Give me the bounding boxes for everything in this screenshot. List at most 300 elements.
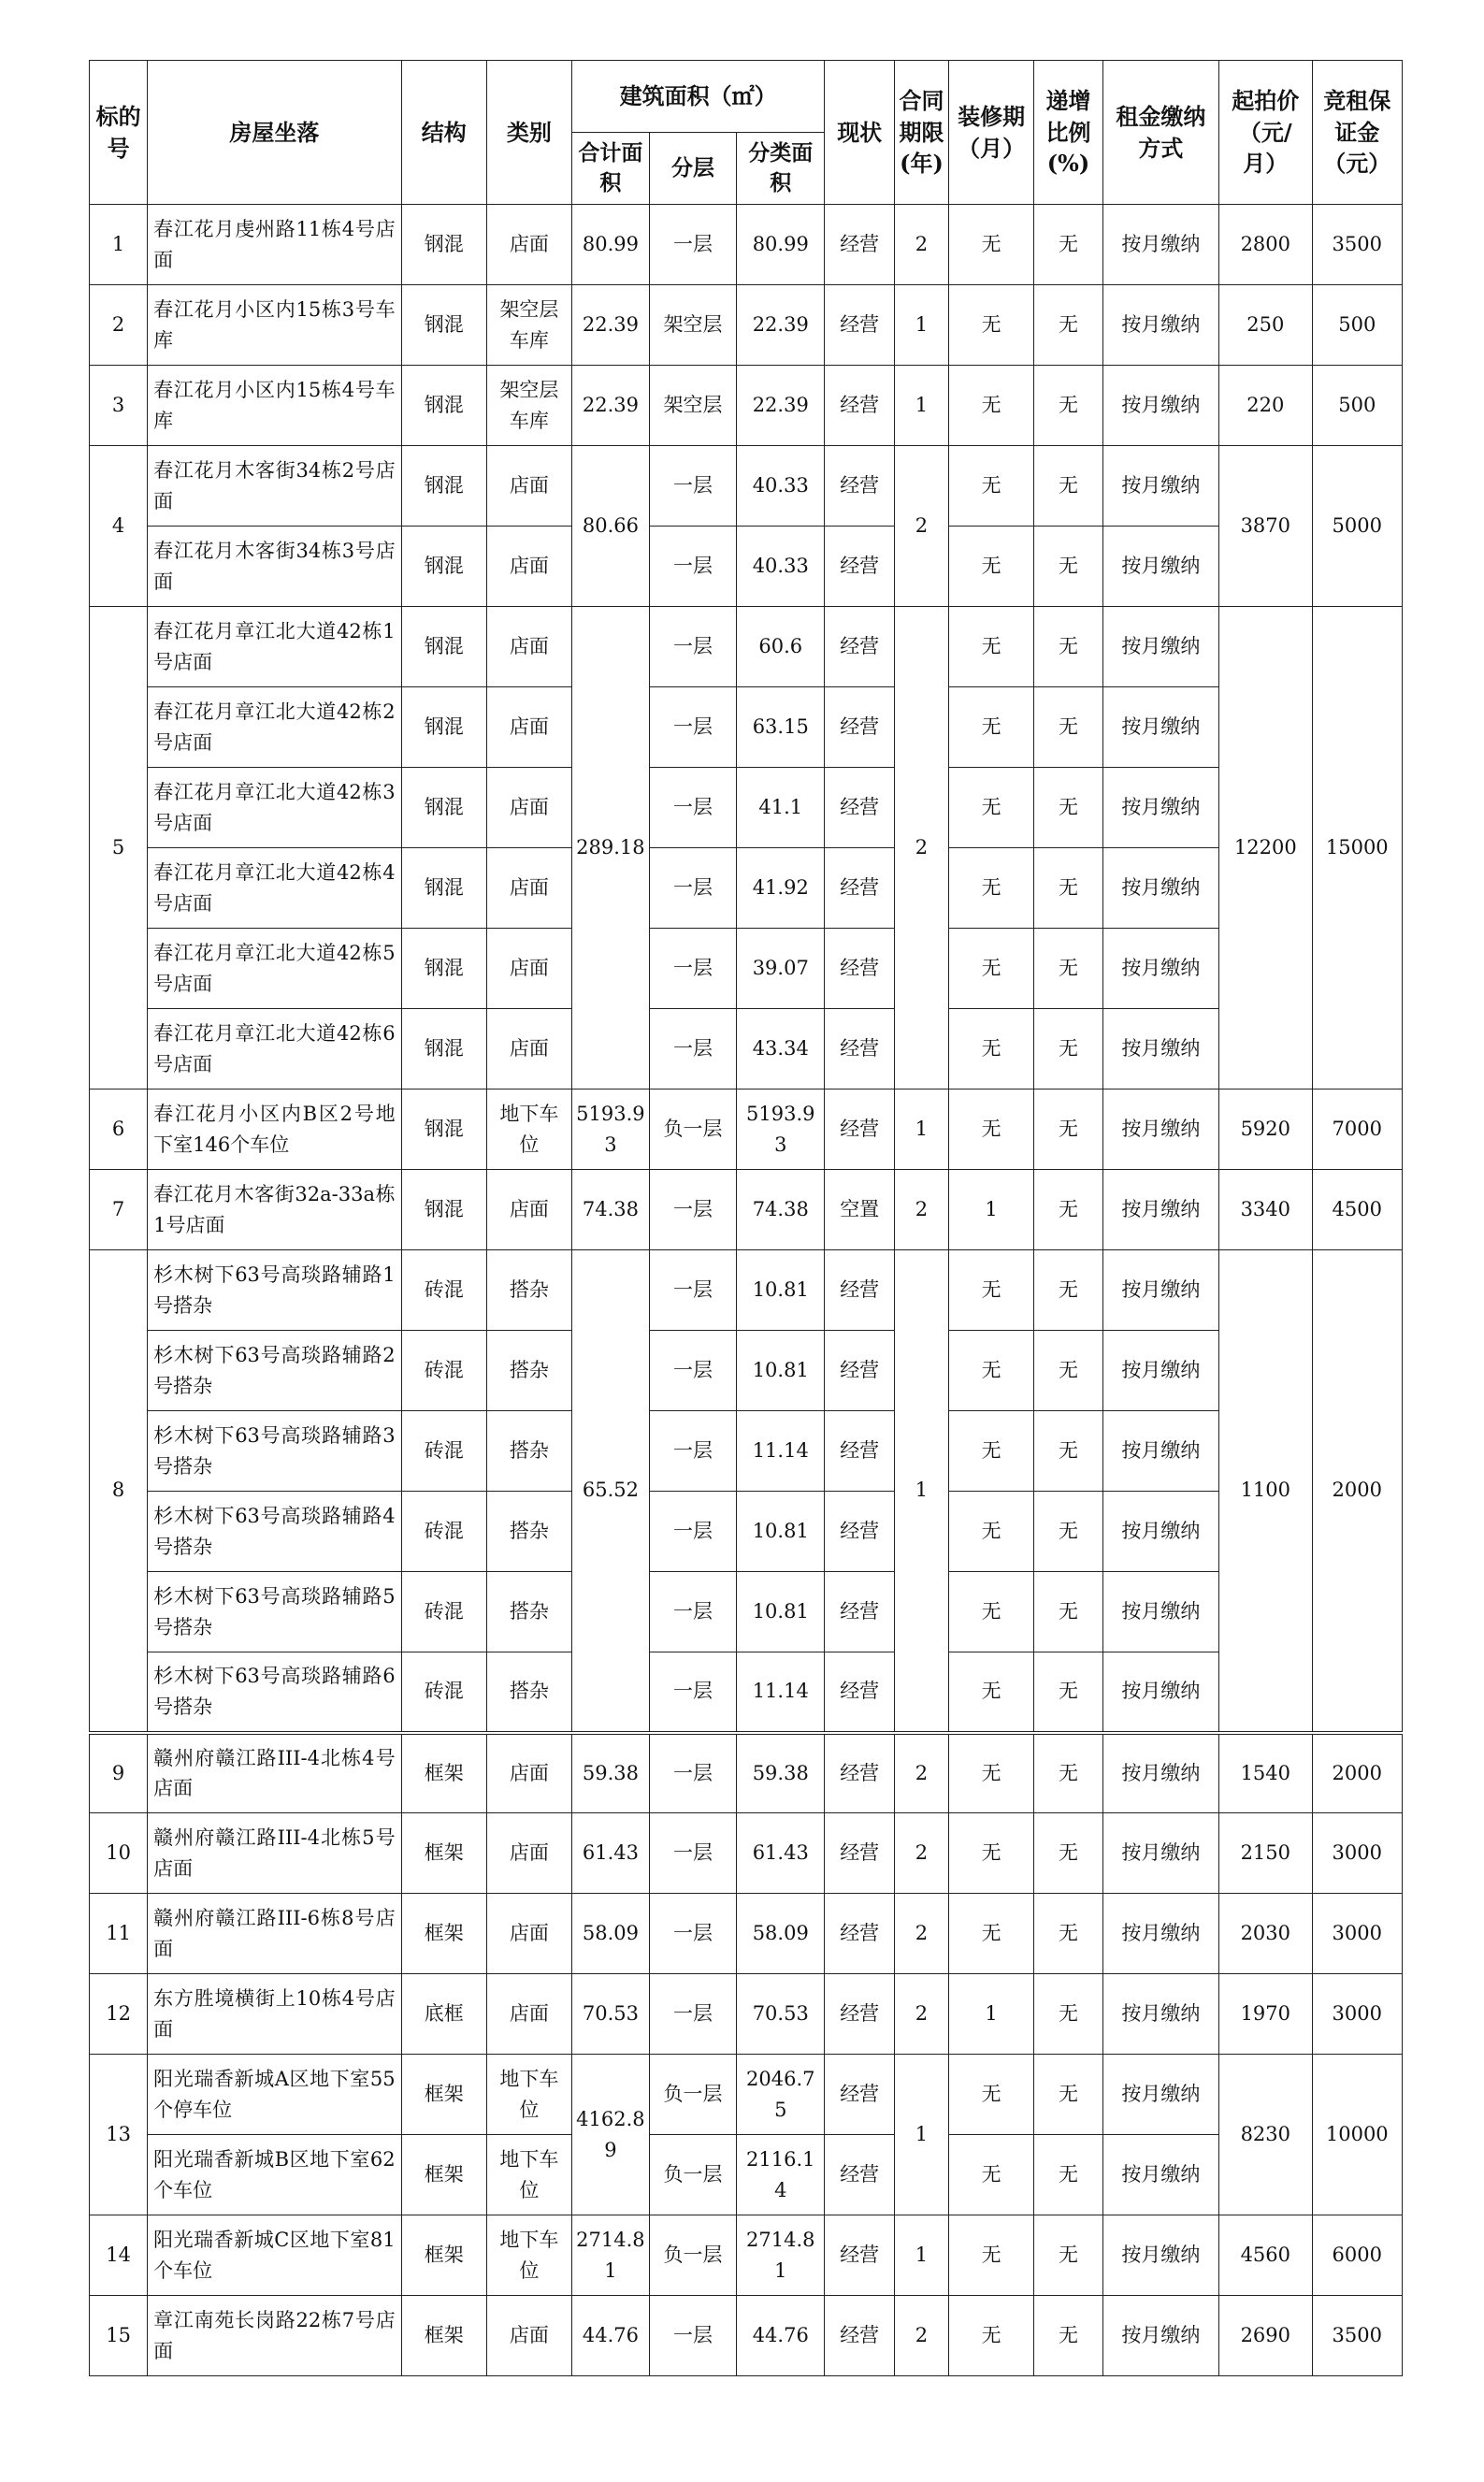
category-cell: 店面 <box>486 527 571 607</box>
renovation-cell: 无 <box>949 1411 1034 1492</box>
structure-cell: 钢混 <box>401 366 486 446</box>
increase-cell: 无 <box>1034 768 1103 848</box>
table-row <box>90 607 1403 687</box>
renovation-cell: 无 <box>949 2215 1034 2296</box>
deposit-cell: 3000 <box>1312 1974 1402 2055</box>
floor-cell: 一层 <box>649 1652 736 1733</box>
lot-number: 8 <box>90 1250 148 1733</box>
contract-term-cell: 2 <box>894 205 948 285</box>
total-area-cell: 22.39 <box>571 285 649 366</box>
status-cell: 经营 <box>825 205 895 285</box>
contract-term-cell: 2 <box>894 2296 948 2376</box>
category-cell: 店面 <box>486 1894 571 1974</box>
total-area-cell: 61.43 <box>571 1813 649 1894</box>
table-row <box>90 848 1403 929</box>
sub-area-cell: 43.34 <box>737 1009 825 1089</box>
table-row <box>90 527 1403 607</box>
renovation-cell: 无 <box>949 687 1034 768</box>
category-cell: 店面 <box>486 929 571 1009</box>
renovation-cell: 无 <box>949 607 1034 687</box>
total-area-cell: 80.99 <box>571 205 649 285</box>
structure-cell: 钢混 <box>401 768 486 848</box>
status-cell: 经营 <box>825 848 895 929</box>
category-cell: 架空层车库 <box>486 366 571 446</box>
location-cell: 春江花月小区内B区2号地下室146个车位 <box>148 1089 401 1170</box>
structure-cell: 钢混 <box>401 1009 486 1089</box>
lot-number: 4 <box>90 446 148 607</box>
location-cell: 杉木树下63号高琰路辅路5号搭杂 <box>148 1572 401 1652</box>
contract-term-cell: 1 <box>894 285 948 366</box>
payment-cell: 按月缴纳 <box>1102 1733 1218 1813</box>
location-cell: 春江花月章江北大道42栋3号店面 <box>148 768 401 848</box>
category-cell: 搭杂 <box>486 1250 571 1331</box>
starting-price-cell: 250 <box>1219 285 1312 366</box>
contract-term-cell: 2 <box>894 1974 948 2055</box>
structure-cell: 框架 <box>401 1813 486 1894</box>
contract-term-cell: 1 <box>894 366 948 446</box>
table-row <box>90 205 1403 285</box>
renovation-cell: 无 <box>949 1089 1034 1170</box>
lot-number: 6 <box>90 1089 148 1170</box>
increase-cell: 无 <box>1034 1250 1103 1331</box>
location-cell: 春江花月木客街34栋2号店面 <box>148 446 401 527</box>
floor-cell: 一层 <box>649 848 736 929</box>
payment-cell: 按月缴纳 <box>1102 1652 1218 1733</box>
status-cell: 经营 <box>825 1089 895 1170</box>
table-row <box>90 1089 1403 1170</box>
table-header <box>90 61 1403 205</box>
increase-cell: 无 <box>1034 1652 1103 1733</box>
table-row <box>90 2215 1403 2296</box>
starting-price-cell: 1540 <box>1219 1733 1312 1813</box>
renovation-cell: 无 <box>949 1894 1034 1974</box>
increase-cell: 无 <box>1034 848 1103 929</box>
structure-cell: 钢混 <box>401 205 486 285</box>
contract-term-cell: 1 <box>894 1089 948 1170</box>
structure-cell: 砖混 <box>401 1250 486 1331</box>
deposit-cell: 3500 <box>1312 205 1402 285</box>
floor-cell: 一层 <box>649 205 736 285</box>
table-row <box>90 1974 1403 2055</box>
payment-cell: 按月缴纳 <box>1102 285 1218 366</box>
starting-price-cell: 2150 <box>1219 1813 1312 1894</box>
renovation-cell: 无 <box>949 2055 1034 2135</box>
sub-area-cell: 59.38 <box>737 1733 825 1813</box>
location-cell: 阳光瑞香新城B区地下室62个车位 <box>148 2135 401 2215</box>
floor-cell: 一层 <box>649 687 736 768</box>
total-area-cell: 22.39 <box>571 366 649 446</box>
contract-term-cell: 2 <box>894 1894 948 1974</box>
sub-area-cell: 10.81 <box>737 1492 825 1572</box>
sub-area-cell: 11.14 <box>737 1411 825 1492</box>
location-cell: 杉木树下63号高琰路辅路1号搭杂 <box>148 1250 401 1331</box>
deposit-cell: 2000 <box>1312 1250 1402 1733</box>
category-cell: 搭杂 <box>486 1652 571 1733</box>
renovation-cell: 无 <box>949 1652 1034 1733</box>
category-cell: 地下车位 <box>486 1089 571 1170</box>
structure-cell: 钢混 <box>401 1170 486 1250</box>
floor-cell: 一层 <box>649 929 736 1009</box>
header-sub-area: 分类面积 <box>737 133 825 205</box>
deposit-cell: 3000 <box>1312 1894 1402 1974</box>
location-cell: 阳光瑞香新城C区地下室81个车位 <box>148 2215 401 2296</box>
sub-area-cell: 39.07 <box>737 929 825 1009</box>
location-cell: 杉木树下63号高琰路辅路2号搭杂 <box>148 1331 401 1411</box>
sub-area-cell: 2046.75 <box>737 2055 825 2135</box>
status-cell: 经营 <box>825 1813 895 1894</box>
floor-cell: 一层 <box>649 1813 736 1894</box>
location-cell: 东方胜境横街上10栋4号店面 <box>148 1974 401 2055</box>
total-area-cell: 74.38 <box>571 1170 649 1250</box>
sub-area-cell: 22.39 <box>737 366 825 446</box>
header-deposit: 竞租保证金（元） <box>1312 61 1402 205</box>
structure-cell: 框架 <box>401 2135 486 2215</box>
payment-cell: 按月缴纳 <box>1102 1250 1218 1331</box>
status-cell: 经营 <box>825 1250 895 1331</box>
rental-lots-page <box>89 60 1403 2376</box>
header-location: 房屋坐落 <box>148 61 401 205</box>
deposit-cell: 3500 <box>1312 2296 1402 2376</box>
sub-area-cell: 41.92 <box>737 848 825 929</box>
header-increase-ratio: 递增比例(%) <box>1034 61 1103 205</box>
sub-area-cell: 44.76 <box>737 2296 825 2376</box>
table-row <box>90 366 1403 446</box>
payment-cell: 按月缴纳 <box>1102 929 1218 1009</box>
contract-term-cell: 1 <box>894 1250 948 1733</box>
deposit-cell: 7000 <box>1312 1089 1402 1170</box>
floor-cell: 一层 <box>649 607 736 687</box>
category-cell: 店面 <box>486 1813 571 1894</box>
status-cell: 经营 <box>825 2135 895 2215</box>
header-structure: 结构 <box>401 61 486 205</box>
structure-cell: 钢混 <box>401 607 486 687</box>
category-cell: 架空层车库 <box>486 285 571 366</box>
payment-cell: 按月缴纳 <box>1102 1572 1218 1652</box>
table-body <box>90 205 1403 2376</box>
location-cell: 赣州府赣江路III-6栋8号店面 <box>148 1894 401 1974</box>
starting-price-cell: 3340 <box>1219 1170 1312 1250</box>
category-cell: 店面 <box>486 1170 571 1250</box>
floor-cell: 架空层 <box>649 285 736 366</box>
floor-cell: 一层 <box>649 527 736 607</box>
payment-cell: 按月缴纳 <box>1102 687 1218 768</box>
increase-cell: 无 <box>1034 2055 1103 2135</box>
table-row <box>90 1572 1403 1652</box>
status-cell: 经营 <box>825 929 895 1009</box>
category-cell: 店面 <box>486 1009 571 1089</box>
header-floor: 分层 <box>649 133 736 205</box>
floor-cell: 一层 <box>649 446 736 527</box>
starting-price-cell: 1970 <box>1219 1974 1312 2055</box>
table-row <box>90 285 1403 366</box>
renovation-cell: 无 <box>949 768 1034 848</box>
payment-cell: 按月缴纳 <box>1102 527 1218 607</box>
header-payment-method: 租金缴纳方式 <box>1102 61 1218 205</box>
table-row <box>90 446 1403 527</box>
status-cell: 经营 <box>825 1652 895 1733</box>
floor-cell: 一层 <box>649 1974 736 2055</box>
category-cell: 搭杂 <box>486 1331 571 1411</box>
total-area-cell: 4162.89 <box>571 2055 649 2215</box>
sub-area-cell: 40.33 <box>737 446 825 527</box>
renovation-cell: 无 <box>949 1250 1034 1331</box>
payment-cell: 按月缴纳 <box>1102 1894 1218 1974</box>
total-area-cell: 59.38 <box>571 1733 649 1813</box>
starting-price-cell: 2690 <box>1219 2296 1312 2376</box>
status-cell: 经营 <box>825 366 895 446</box>
payment-cell: 按月缴纳 <box>1102 2296 1218 2376</box>
sub-area-cell: 2116.14 <box>737 2135 825 2215</box>
location-cell: 春江花月章江北大道42栋4号店面 <box>148 848 401 929</box>
category-cell: 店面 <box>486 1733 571 1813</box>
status-cell: 经营 <box>825 446 895 527</box>
table-row <box>90 2135 1403 2215</box>
deposit-cell: 2000 <box>1312 1733 1402 1813</box>
renovation-cell: 无 <box>949 1492 1034 1572</box>
lot-number: 3 <box>90 366 148 446</box>
table-row <box>90 1009 1403 1089</box>
header-renovation-period: 装修期（月） <box>949 61 1034 205</box>
location-cell: 春江花月小区内15栋3号车库 <box>148 285 401 366</box>
lot-number: 14 <box>90 2215 148 2296</box>
table-row <box>90 1652 1403 1733</box>
total-area-cell: 289.18 <box>571 607 649 1089</box>
category-cell: 店面 <box>486 1974 571 2055</box>
increase-cell: 无 <box>1034 1089 1103 1170</box>
status-cell: 经营 <box>825 2296 895 2376</box>
deposit-cell: 500 <box>1312 366 1402 446</box>
increase-cell: 无 <box>1034 687 1103 768</box>
contract-term-cell: 2 <box>894 607 948 1089</box>
floor-cell: 一层 <box>649 1894 736 1974</box>
location-cell: 春江花月虔州路11栋4号店面 <box>148 205 401 285</box>
payment-cell: 按月缴纳 <box>1102 1813 1218 1894</box>
renovation-cell: 无 <box>949 929 1034 1009</box>
location-cell: 春江花月小区内15栋4号车库 <box>148 366 401 446</box>
floor-cell: 一层 <box>649 1733 736 1813</box>
increase-cell: 无 <box>1034 1733 1103 1813</box>
payment-cell: 按月缴纳 <box>1102 2215 1218 2296</box>
lot-number: 12 <box>90 1974 148 2055</box>
table-row <box>90 1894 1403 1974</box>
table-row <box>90 1813 1403 1894</box>
increase-cell: 无 <box>1034 527 1103 607</box>
category-cell: 店面 <box>486 2296 571 2376</box>
location-cell: 赣州府赣江路III-4北栋4号店面 <box>148 1733 401 1813</box>
deposit-cell: 500 <box>1312 285 1402 366</box>
renovation-cell: 无 <box>949 205 1034 285</box>
structure-cell: 框架 <box>401 2055 486 2135</box>
contract-term-cell: 2 <box>894 1170 948 1250</box>
table-row <box>90 1250 1403 1331</box>
sub-area-cell: 10.81 <box>737 1250 825 1331</box>
lot-number: 2 <box>90 285 148 366</box>
payment-cell: 按月缴纳 <box>1102 366 1218 446</box>
payment-cell: 按月缴纳 <box>1102 446 1218 527</box>
sub-area-cell: 10.81 <box>737 1331 825 1411</box>
structure-cell: 砖混 <box>401 1331 486 1411</box>
status-cell: 经营 <box>825 2215 895 2296</box>
payment-cell: 按月缴纳 <box>1102 1974 1218 2055</box>
structure-cell: 框架 <box>401 2215 486 2296</box>
location-cell: 杉木树下63号高琰路辅路3号搭杂 <box>148 1411 401 1492</box>
category-cell: 地下车位 <box>486 2215 571 2296</box>
sub-area-cell: 2714.81 <box>737 2215 825 2296</box>
floor-cell: 负一层 <box>649 2215 736 2296</box>
table-row <box>90 2055 1403 2135</box>
category-cell: 店面 <box>486 607 571 687</box>
structure-cell: 砖混 <box>401 1652 486 1733</box>
category-cell: 地下车位 <box>486 2135 571 2215</box>
table-row <box>90 1733 1403 1813</box>
payment-cell: 按月缴纳 <box>1102 1492 1218 1572</box>
starting-price-cell: 4560 <box>1219 2215 1312 2296</box>
increase-cell: 无 <box>1034 285 1103 366</box>
total-area-cell: 80.66 <box>571 446 649 607</box>
lot-number: 11 <box>90 1894 148 1974</box>
starting-price-cell: 8230 <box>1219 2055 1312 2215</box>
renovation-cell: 无 <box>949 1331 1034 1411</box>
deposit-cell: 10000 <box>1312 2055 1402 2215</box>
total-area-cell: 44.76 <box>571 2296 649 2376</box>
category-cell: 地下车位 <box>486 2055 571 2135</box>
payment-cell: 按月缴纳 <box>1102 205 1218 285</box>
total-area-cell: 5193.93 <box>571 1089 649 1170</box>
category-cell: 店面 <box>486 205 571 285</box>
increase-cell: 无 <box>1034 607 1103 687</box>
lot-number: 7 <box>90 1170 148 1250</box>
floor-cell: 一层 <box>649 768 736 848</box>
structure-cell: 钢混 <box>401 446 486 527</box>
sub-area-cell: 41.1 <box>737 768 825 848</box>
total-area-cell: 70.53 <box>571 1974 649 2055</box>
status-cell: 经营 <box>825 1974 895 2055</box>
sub-area-cell: 22.39 <box>737 285 825 366</box>
floor-cell: 一层 <box>649 1411 736 1492</box>
location-cell: 春江花月章江北大道42栋6号店面 <box>148 1009 401 1089</box>
table-row <box>90 768 1403 848</box>
lot-number: 5 <box>90 607 148 1089</box>
payment-cell: 按月缴纳 <box>1102 848 1218 929</box>
table-row <box>90 1411 1403 1492</box>
increase-cell: 无 <box>1034 2135 1103 2215</box>
floor-cell: 一层 <box>649 1572 736 1652</box>
starting-price-cell: 12200 <box>1219 607 1312 1089</box>
payment-cell: 按月缴纳 <box>1102 1331 1218 1411</box>
contract-term-cell: 2 <box>894 1813 948 1894</box>
renovation-cell: 无 <box>949 285 1034 366</box>
category-cell: 搭杂 <box>486 1411 571 1492</box>
renovation-cell: 无 <box>949 2135 1034 2215</box>
sub-area-cell: 61.43 <box>737 1813 825 1894</box>
sub-area-cell: 70.53 <box>737 1974 825 2055</box>
starting-price-cell: 220 <box>1219 366 1312 446</box>
increase-cell: 无 <box>1034 2296 1103 2376</box>
location-cell: 阳光瑞香新城A区地下室55个停车位 <box>148 2055 401 2135</box>
header-starting-price: 起拍价（元/月） <box>1219 61 1312 205</box>
increase-cell: 无 <box>1034 1572 1103 1652</box>
sub-area-cell: 5193.93 <box>737 1089 825 1170</box>
location-cell: 杉木树下63号高琰路辅路4号搭杂 <box>148 1492 401 1572</box>
payment-cell: 按月缴纳 <box>1102 768 1218 848</box>
lot-number: 15 <box>90 2296 148 2376</box>
deposit-cell: 5000 <box>1312 446 1402 607</box>
table-row <box>90 687 1403 768</box>
status-cell: 经营 <box>825 2055 895 2135</box>
structure-cell: 框架 <box>401 1733 486 1813</box>
header-total-area: 合计面积 <box>571 133 649 205</box>
structure-cell: 钢混 <box>401 527 486 607</box>
location-cell: 章江南苑长岗路22栋7号店面 <box>148 2296 401 2376</box>
table-row <box>90 1331 1403 1411</box>
structure-cell: 钢混 <box>401 1089 486 1170</box>
structure-cell: 钢混 <box>401 848 486 929</box>
payment-cell: 按月缴纳 <box>1102 2135 1218 2215</box>
structure-cell: 框架 <box>401 2296 486 2376</box>
status-cell: 经营 <box>825 1009 895 1089</box>
increase-cell: 无 <box>1034 1331 1103 1411</box>
floor-cell: 一层 <box>649 1250 736 1331</box>
status-cell: 经营 <box>825 527 895 607</box>
header-category: 类别 <box>486 61 571 205</box>
sub-area-cell: 80.99 <box>737 205 825 285</box>
renovation-cell: 无 <box>949 366 1034 446</box>
contract-term-cell: 2 <box>894 1733 948 1813</box>
renovation-cell: 无 <box>949 527 1034 607</box>
floor-cell: 一层 <box>649 1170 736 1250</box>
renovation-cell: 无 <box>949 446 1034 527</box>
structure-cell: 钢混 <box>401 285 486 366</box>
payment-cell: 按月缴纳 <box>1102 607 1218 687</box>
renovation-cell: 1 <box>949 1974 1034 2055</box>
structure-cell: 框架 <box>401 1894 486 1974</box>
payment-cell: 按月缴纳 <box>1102 1009 1218 1089</box>
floor-cell: 负一层 <box>649 2135 736 2215</box>
deposit-cell: 6000 <box>1312 2215 1402 2296</box>
table-row <box>90 2296 1403 2376</box>
category-cell: 店面 <box>486 446 571 527</box>
header-floor-area: 建筑面积（㎡） <box>571 61 824 133</box>
contract-term-cell: 1 <box>894 2055 948 2215</box>
total-area-cell: 2714.81 <box>571 2215 649 2296</box>
category-cell: 店面 <box>486 687 571 768</box>
floor-cell: 负一层 <box>649 1089 736 1170</box>
deposit-cell: 15000 <box>1312 607 1402 1089</box>
floor-cell: 一层 <box>649 2296 736 2376</box>
total-area-cell: 65.52 <box>571 1250 649 1733</box>
starting-price-cell: 2030 <box>1219 1894 1312 1974</box>
category-cell: 店面 <box>486 768 571 848</box>
category-cell: 店面 <box>486 848 571 929</box>
payment-cell: 按月缴纳 <box>1102 2055 1218 2135</box>
starting-price-cell: 2800 <box>1219 205 1312 285</box>
lot-number: 9 <box>90 1733 148 1813</box>
sub-area-cell: 60.6 <box>737 607 825 687</box>
location-cell: 赣州府赣江路III-4北栋5号店面 <box>148 1813 401 1894</box>
increase-cell: 无 <box>1034 366 1103 446</box>
contract-term-cell: 1 <box>894 2215 948 2296</box>
table-row <box>90 929 1403 1009</box>
renovation-cell: 无 <box>949 1733 1034 1813</box>
renovation-cell: 无 <box>949 1572 1034 1652</box>
increase-cell: 无 <box>1034 1009 1103 1089</box>
starting-price-cell: 5920 <box>1219 1089 1312 1170</box>
increase-cell: 无 <box>1034 2215 1103 2296</box>
deposit-cell: 3000 <box>1312 1813 1402 1894</box>
renovation-cell: 无 <box>949 1813 1034 1894</box>
floor-cell: 一层 <box>649 1331 736 1411</box>
payment-cell: 按月缴纳 <box>1102 1411 1218 1492</box>
